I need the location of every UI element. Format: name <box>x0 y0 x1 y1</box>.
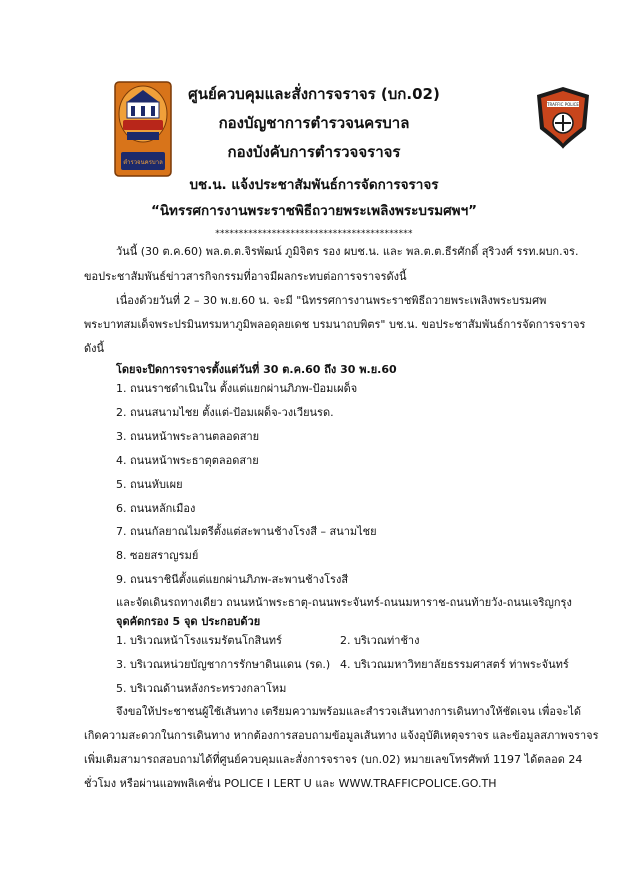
paragraph-2-line-2: พระบาทสมเด็จพระปรมินทรมหาภูมิพลอดุลยเดช บรมนาถบพิตร" บช.น. ขอประชาสัมพันธ์การจัดการจราจร <box>84 318 586 331</box>
road-item: 5. ถนนหับเผย <box>116 478 183 491</box>
announcement-title: บช.น. แจ้งประชาสัมพันธ์การจัดการจราจร <box>189 177 439 193</box>
closure-heading: โดยจะปิดการจราจรตั้งแต่วันที่ 30 ต.ค.60 ถึง 30 พ.ย.60 <box>116 363 397 376</box>
closing-line-4: ชั่วโมง หรือผ่านแอพพลิเคชั่น POLICE I LERT U และ WWW.TRAFFICPOLICE.GO.TH <box>84 777 497 790</box>
road-item: 3. ถนนหน้าพระลานตลอดสาย <box>116 430 260 443</box>
road-item: 6. ถนนหลักเมือง <box>116 502 196 515</box>
left-logo-caption: ตำรวจนครบาล <box>123 159 163 166</box>
screening-point: 1. บริเวณหน้าโรงแรมรัตนโกสินทร์ <box>116 634 282 647</box>
exhibition-title: “นิทรรศการงานพระราชพิธีถวายพระเพลิงพระบรมศพฯ” <box>150 203 478 219</box>
screening-point: 2. บริเวณท่าช้าง <box>340 634 420 647</box>
separator-line: ****************************************** <box>215 229 413 239</box>
closing-line-1: จึงขอให้ประชาชนผู้ใช้เส้นทาง เตรียมความพร้อมและสำรวจเส้นทางการเดินทางให้ชัดเจน เพื่อจะได้ <box>116 705 582 718</box>
screening-point: 5. บริเวณด้านหลังกระทรวงกลาโหม <box>116 682 287 695</box>
header-center-name: ศูนย์ควบคุมและสั่งการจราจร (บก.02) <box>188 85 440 103</box>
header-division: กองบังคับการตำรวจจราจร <box>227 143 401 161</box>
paragraph-1-line-1: วันนี้ (30 ต.ค.60) พล.ต.ต.จิรพัฒน์ ภูมิจิตร รอง ผบช.น. และ พล.ต.ต.ธีรศักดิ์ สุริวงศ์ รรท.ผบก.จร. <box>116 245 579 258</box>
road-item: 9. ถนนราชินีตั้งแต่แยกผ่านภิภพ-สะพานช้างโรงสี <box>116 573 349 586</box>
road-item: 7. ถนนกัลยาณไมตรีตั้งแต่สะพานช้างโรงสี – สนามไชย <box>116 525 377 538</box>
road-item: 1. ถนนราชดำเนินใน ตั้งแต่แยกผ่านภิภพ-ป้อมเผด็จ <box>116 382 358 395</box>
road-item: 8. ซอยสราญรมย์ <box>116 549 199 562</box>
screening-point: 3. บริเวณหน่วยบัญชาการรักษาดินแดน (รด.) <box>116 658 331 671</box>
paragraph-2-line-3: ดังนี้ <box>84 342 105 355</box>
closing-line-3: เพิ่มเติมสามารถสอบถามได้ที่ศูนย์ควบคุมและสั่งการจราจร (บก.02) หมายเลขโทรศัพท์ 1197 ได้ตลอด 24 <box>84 753 583 766</box>
screening-point: 4. บริเวณมหาวิทยาลัยธรรมศาสตร์ ท่าพระจันทร์ <box>340 658 569 671</box>
screening-heading: จุดคัดกรอง 5 จุด ประกอบด้วย <box>116 615 261 628</box>
paragraph-2-line-1: เนื่องด้วยวันที่ 2 – 30 พ.ย.60 น. จะมี "นิทรรศการงานพระราชพิธีถวายพระเพลิงพระบรมศพ <box>116 294 547 307</box>
header-bureau: กองบัญชาการตำรวจนครบาล <box>218 114 410 132</box>
paragraph-1-line-2: ขอประชาสัมพันธ์ข่าวสารกิจกรรมที่อาจมีผลกระทบต่อการจราจรดังนี้ <box>84 270 407 283</box>
closing-line-2: เกิดความสะดวกในการเดินทาง หากต้องการสอบถามข้อมูลเส้นทาง แจ้งอุบัติเหตุจราจร และข้อมูลสภาพจราจร <box>84 729 599 742</box>
right-logo-caption: TRAFFIC POLICE <box>547 102 579 107</box>
oneway-notice: และจัดเดินรถทางเดียว ถนนหน้าพระธาตุ-ถนนพระจันทร์-ถนนมหาราช-ถนนท้ายวัง-ถนนเจริญกรุง <box>116 596 572 609</box>
road-item: 4. ถนนหน้าพระธาตุตลอดสาย <box>116 454 259 467</box>
road-item: 2. ถนนสนามไชย ตั้งแต่-ป้อมเผด็จ-วงเวียนรด. <box>116 406 334 419</box>
